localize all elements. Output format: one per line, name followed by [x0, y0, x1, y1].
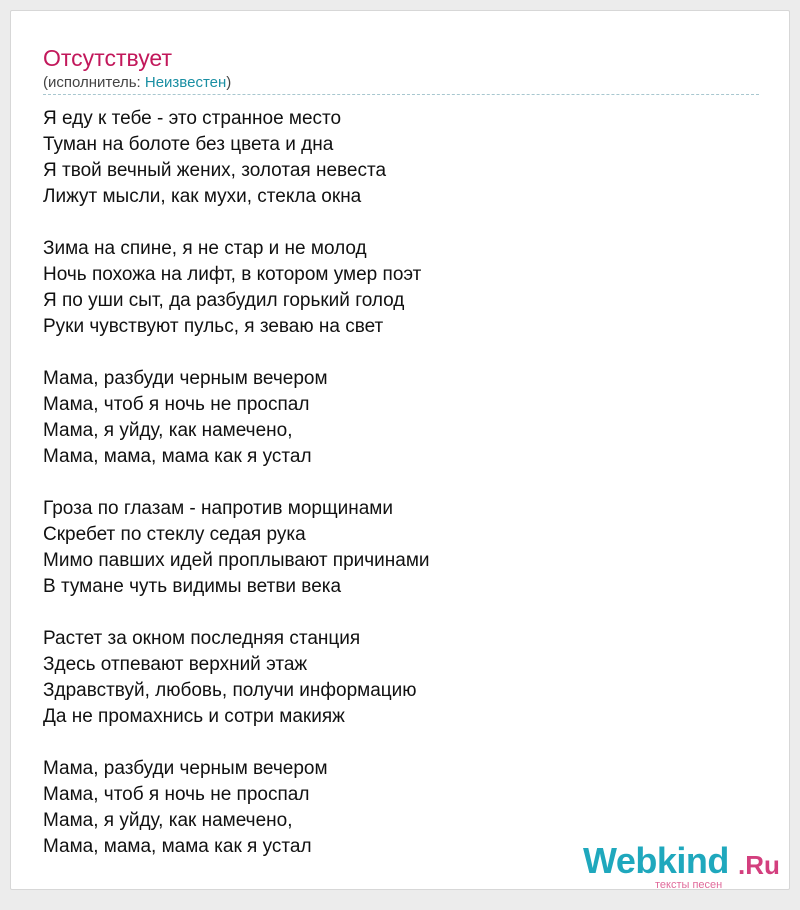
lyric-line: Мимо павших идей проплывают причинами [43, 550, 430, 571]
lyric-line: Лижут мысли, как мухи, стекла окна [43, 186, 362, 207]
lyric-line: Мама, чтоб я ночь не проспал [43, 394, 310, 415]
lyric-line: Мама, я уйду, как намечено, [43, 810, 293, 831]
lyric-line: Мама, мама, мама как я устал [43, 836, 312, 857]
lyrics-card [10, 10, 790, 890]
lyric-line: Мама, мама, мама как я устал [43, 446, 312, 467]
lyric-line: Я твой вечный жених, золотая невеста [43, 160, 387, 181]
lyrics-stanza [43, 496, 743, 600]
divider [43, 94, 759, 95]
artist-line [43, 74, 231, 92]
lyric-line: Туман на болоте без цвета и дна [43, 134, 334, 155]
artist-suffix: ) [226, 74, 232, 91]
lyric-line: Да не промахнись и сотри макияж [43, 706, 345, 727]
lyric-line: Руки чувствуют пульс, я зеваю на свет [43, 316, 384, 337]
lyric-line: Здравствуй, любовь, получи информацию [43, 680, 417, 701]
site-logo[interactable] [583, 841, 783, 891]
lyrics-body [43, 106, 743, 886]
lyric-line: Мама, я уйду, как намечено, [43, 420, 293, 441]
song-title: Отсутствует [43, 45, 172, 71]
lyric-line: Зима на спине, я не стар и не молод [43, 238, 367, 259]
logo-main-text: Webkind [583, 840, 729, 881]
lyric-line: Мама, разбуди черным вечером [43, 368, 328, 389]
artist-prefix: (исполнитель: [43, 74, 145, 91]
lyrics-stanza [43, 366, 743, 470]
lyric-line: Растет за окном последняя станция [43, 628, 361, 649]
artist-link[interactable]: Неизвестен [144, 74, 227, 91]
lyrics-stanza [43, 236, 743, 340]
lyric-line: Мама, чтоб я ночь не проспал [43, 784, 310, 805]
logo-tagline: тексты песен [655, 879, 723, 891]
lyric-line: Гроза по глазам - напротив морщинами [43, 498, 393, 519]
lyrics-stanza [43, 626, 743, 730]
lyric-line: Мама, разбуди черным вечером [43, 758, 328, 779]
logo-domain-text: .Ru [738, 850, 780, 880]
lyric-line: В тумане чуть видимы ветви века [43, 576, 342, 597]
lyric-line: Скребет по стеклу седая рука [43, 524, 306, 545]
lyric-line: Ночь похожа на лифт, в котором умер поэт [43, 264, 422, 285]
lyrics-stanza [43, 106, 743, 210]
lyric-line: Я по уши сыт, да разбудил горький голод [43, 290, 405, 311]
lyric-line: Здесь отпевают верхний этаж [43, 654, 308, 675]
lyric-line: Я еду к тебе - это странное место [43, 108, 342, 129]
